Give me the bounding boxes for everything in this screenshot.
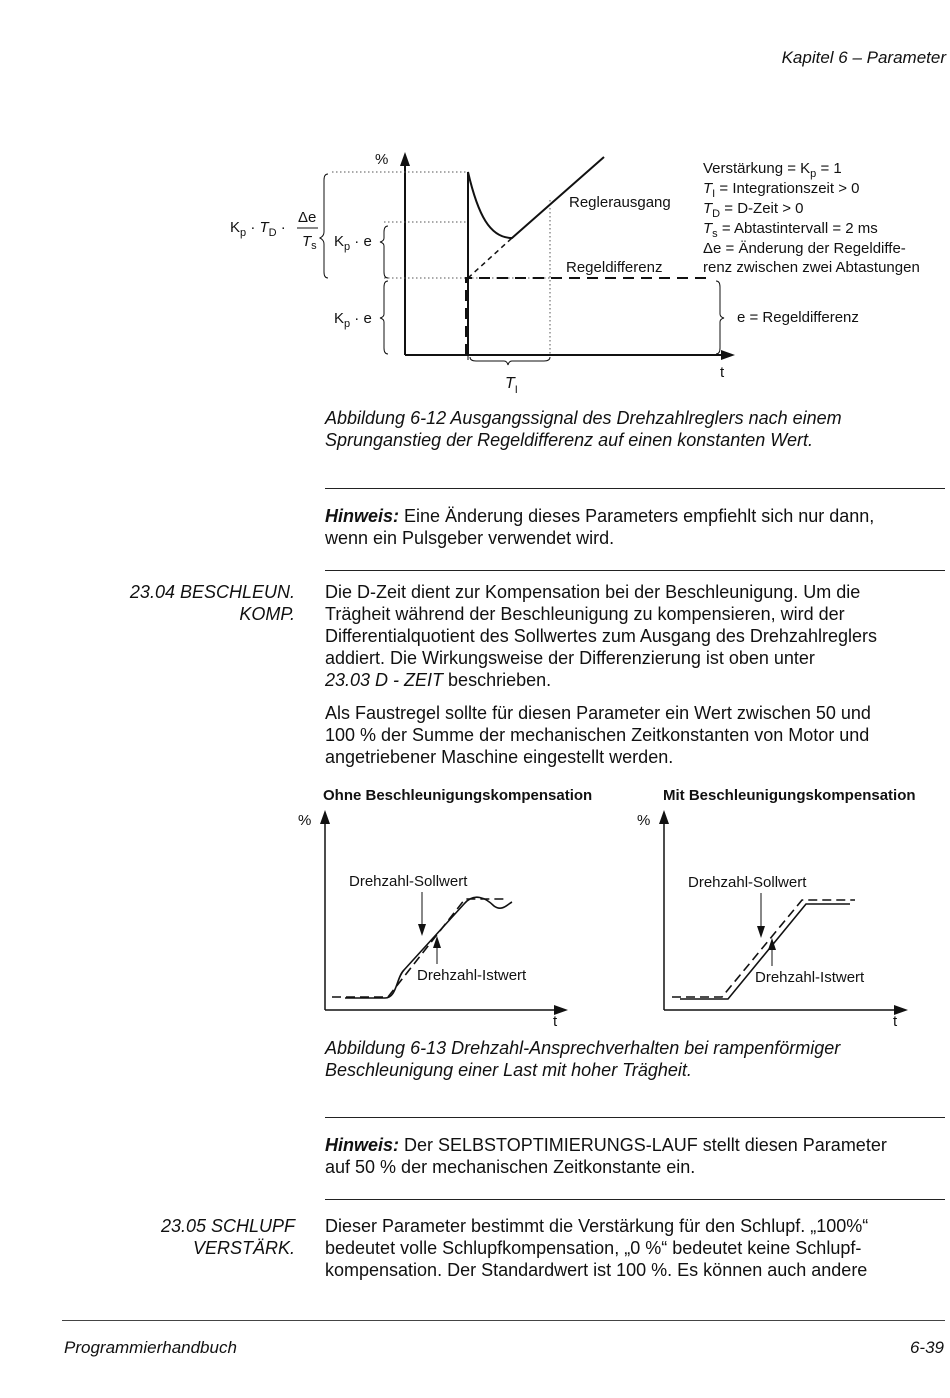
control-difference-label: Regeldifferenz xyxy=(566,259,663,276)
svg-text:Drehzahl-Sollwert: Drehzahl-Sollwert xyxy=(349,873,468,890)
chart-without-compensation xyxy=(298,810,568,1030)
control-difference-line xyxy=(466,278,712,355)
figure-controller-output xyxy=(0,0,950,410)
footer-divider xyxy=(62,1320,945,1321)
svg-text:%: % xyxy=(637,812,651,829)
svg-text:Δe: Δe xyxy=(298,209,317,226)
page-number: 6-39 xyxy=(909,1338,944,1357)
controller-output-curve xyxy=(468,157,604,355)
controller-output-label: Reglerausgang xyxy=(569,194,671,211)
svg-text:%: % xyxy=(298,812,312,829)
note-1: Hinweis: Eine Änderung dieses Parameters empfiehlt sich nur dann, wenn ein Pulsgeber verwendet wird. xyxy=(325,506,875,548)
param-2304-text: Die D-Zeit dient zur Kompensation bei der Beschleunigung. Um die Trägheit während der Beschleunigung zu kompensieren, wird der Differentialquotient des Sollwertes zum Ausgang des Drehzahlreglers addiert. Die Wirkungsweise der Differenzierung ist oben unter 23.03 D - ZEIT beschrieben. Als Faustregel sollte für diesen Parameter ein Wert zwischen 50 und 100 % der Summe der mechanischen Zeitkonstanten von Motor und angetriebener Maschine eingestellt werden. xyxy=(325,582,877,767)
kp-e-label-bottom: $K_p \cdot e$ xyxy=(334,310,372,330)
chapter-header: Kapitel 6 – Parameter xyxy=(781,48,946,67)
left-chart-title: Ohne Beschleunigungskompensation xyxy=(323,787,593,804)
divider xyxy=(325,570,945,571)
x-axis-arrow xyxy=(721,350,735,360)
svg-text:t: t xyxy=(893,1013,898,1030)
param-2304-id: 23.04 BESCHLEUN. KOMP. xyxy=(129,582,295,624)
param-2305-text: Dieser Parameter bestimmt die Verstärkung für den Schlupf. „100%“ bedeutet volle Schlupfkompensation, „0 %“ bedeutet keine Schlupf- kompensation. Der Standardwert ist 100 %. Es können auch andere xyxy=(325,1216,869,1280)
svg-text:Drehzahl-Sollwert: Drehzahl-Sollwert xyxy=(688,874,807,891)
figure1-legend xyxy=(703,160,920,276)
param-2305-id: 23.05 SCHLUPF VERSTÄRK. xyxy=(160,1216,295,1258)
svg-text:TI = Integrationszeit > 0: $T_I$ = Integrationszeit > 0 xyxy=(703,180,860,200)
svg-text:TD = D-Zeit > 0: $T_D$ = D-Zeit > 0 xyxy=(703,200,804,220)
footer-title: Programmierhandbuch xyxy=(64,1338,237,1357)
y-axis-arrow xyxy=(400,152,410,166)
svg-text:Drehzahl-Istwert: Drehzahl-Istwert xyxy=(755,969,865,986)
right-chart-title: Mit Beschleunigungskompensation xyxy=(663,787,916,804)
chart-with-compensation xyxy=(637,810,908,1030)
y-axis-label: % xyxy=(375,151,389,168)
svg-text:Ts = Abtastintervall = 2 ms: $T_s$ = Abtastintervall = 2 ms xyxy=(703,220,878,240)
divider xyxy=(325,1117,945,1118)
svg-text:Drehzahl-Istwert: Drehzahl-Istwert xyxy=(417,967,527,984)
figure-speed-response xyxy=(0,780,950,1035)
svg-text:Verstärkung = Kp = 1: Verstärkung = $K_p = 1$ xyxy=(703,160,842,180)
divider xyxy=(325,1199,945,1200)
note-2: Hinweis: Der SELBSTOPTIMIERUNGS-LAUF stellt diesen Parameter auf 50 % der mechanischen Zeitkonstante ein. xyxy=(325,1135,887,1177)
svg-text:Ts: $T_s$ xyxy=(302,233,317,252)
figure-caption-6-12: Abbildung 6-12 Ausgangssignal des Drehzahlreglers nach einem Sprunganstieg der Regeldifferenz auf einen konstanten Wert. xyxy=(325,408,842,450)
kp-e-label-mid: $K_p \cdot e$ xyxy=(334,233,372,253)
x-axis-label: t xyxy=(720,364,725,381)
e-definition-label: e = Regeldifferenz xyxy=(737,309,859,326)
figure-caption-6-13: Abbildung 6-13 Drehzahl-Ansprechverhalten bei rampenförmiger Beschleunigung einer Last mit hoher Trägheit. xyxy=(325,1038,841,1080)
svg-text:renz zwischen zwei Abtastungen: renz zwischen zwei Abtastungen xyxy=(703,259,920,276)
svg-text:Δe = Änderung der Regeldiffe-: Δe = Änderung der Regeldiffe- xyxy=(703,240,906,257)
svg-text:Kp · TD ·: $K_p \cdot T_D$ · xyxy=(230,219,286,239)
svg-text:t: t xyxy=(553,1013,558,1030)
ti-label: $T_I$ xyxy=(505,375,518,396)
divider xyxy=(325,488,945,489)
